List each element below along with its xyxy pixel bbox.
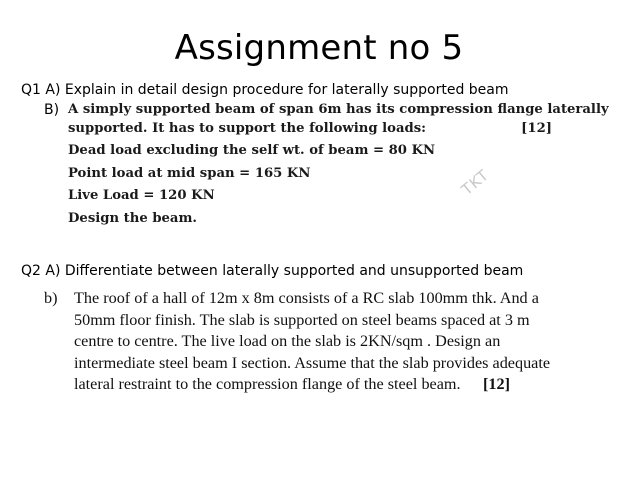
q1-b-line-with-marks	[68, 120, 558, 139]
q1-b-line: Live Load = 120 KN	[68, 188, 215, 203]
q1-part-a: Q1 A) Explain in detail design procedure for laterally supported beam	[21, 82, 509, 98]
q1-b-line: Design the beam.	[68, 210, 198, 226]
q2-b-line: 50mm floor finish. The slab is supported on steel beams spaced at 3 m	[74, 310, 530, 329]
q1-part-b-scanned-text	[68, 101, 609, 228]
q1-b-line: Dead load excluding the self wt. of beam = 80 KN	[68, 143, 436, 158]
q2-b-marks: [12]	[483, 375, 510, 393]
q2-b-line: intermediate steel beam I section. Assume that the slab provides adequate	[74, 353, 551, 372]
q2-b-line: lateral restraint to the compression flange of the steel beam.	[74, 375, 461, 393]
q1-part-b-tag: B)	[44, 102, 60, 118]
q1-b-marks: [12]	[521, 120, 552, 136]
q1-b-line: supported. It has to support the following loads:	[68, 120, 427, 136]
watermark-text: TKT	[458, 165, 493, 199]
q1-b-line: A simply supported beam of span 6m has its compression flange laterally	[68, 102, 609, 117]
q2-part-b-scanned-text	[44, 288, 551, 396]
q2-b-line: centre to centre. The live load on the slab is 2KN/sqm . Design an	[74, 332, 501, 350]
q2-b-line: The roof of a hall of 12m x 8m consists of a RC slab 100mm thk. And a	[74, 289, 539, 307]
q1-b-line: Point load at mid span = 165 KN	[68, 165, 311, 181]
slide-title: Assignment no 5	[174, 28, 464, 68]
q2-part-b-tag: b)	[44, 289, 58, 307]
q2-part-a: Q2 A) Differentiate between laterally supported and unsupported beam	[21, 263, 524, 279]
